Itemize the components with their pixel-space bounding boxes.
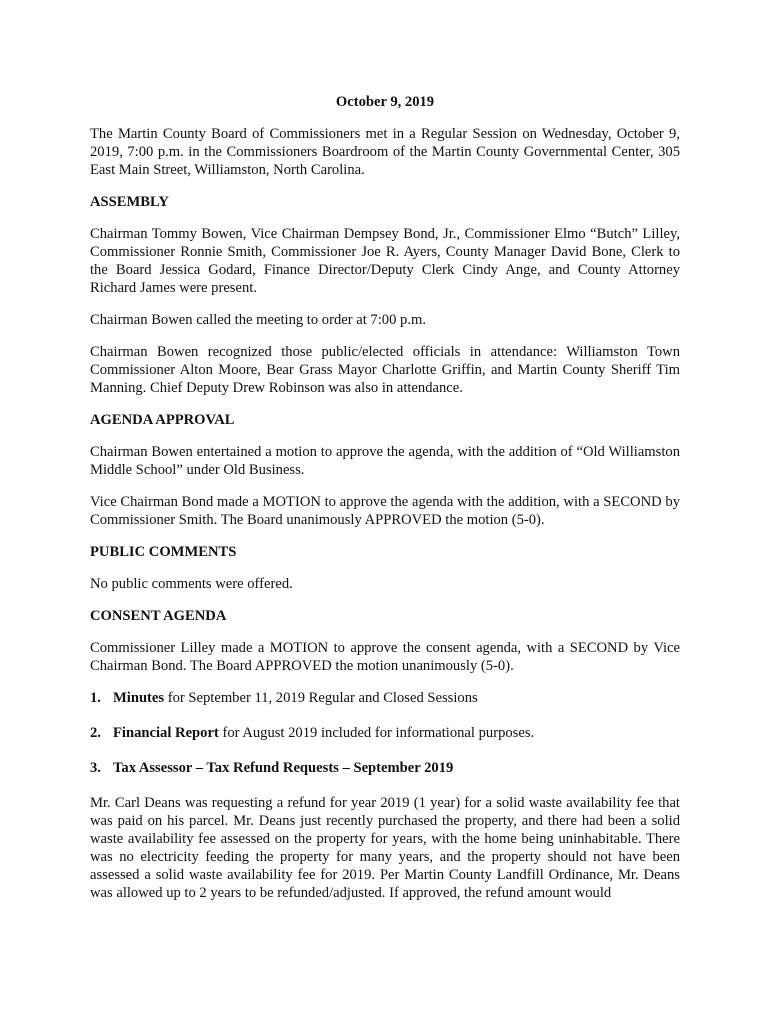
- item-text: for August 2019 included for informational purposes.: [218, 725, 535, 741]
- recognition-paragraph: Chairman Bowen recognized those public/elected officials in attendance: Williamston Town Commissioner Alton Moore, Bear Grass Mayor Charlotte Griffin, and Martin County Sheriff Tim Manning. Chief Deputy Drew Robinson was also in attendance.: [90, 344, 680, 396]
- agenda-approval-heading: AGENDA APPROVAL: [90, 412, 235, 428]
- consent-item: [90, 689, 680, 707]
- consent-agenda-heading: CONSENT AGENDA: [90, 608, 227, 624]
- item-title: Minutes: [113, 690, 165, 706]
- agenda-paragraph-2: Vice Chairman Bond made a MOTION to approve the agenda with the addition, with a SECOND by Commissioner Smith. The Board unanimously APPROVED the motion (5-0).: [90, 494, 680, 528]
- public-comments-heading: PUBLIC COMMENTS: [90, 544, 237, 560]
- item-title: Financial Report: [113, 725, 219, 741]
- item-number: 1.: [90, 690, 101, 706]
- item-body: [113, 689, 478, 707]
- agenda-paragraph-1: Chairman Bowen entertained a motion to approve the agenda, with the addition of “Old Williamston Middle School” under Old Business.: [90, 444, 680, 478]
- public-comments-paragraph: No public comments were offered.: [90, 576, 293, 592]
- meeting-date: October 9, 2019: [335, 94, 435, 110]
- call-to-order-paragraph: Chairman Bowen called the meeting to order at 7:00 p.m.: [90, 312, 426, 328]
- attendees-paragraph: Chairman Tommy Bowen, Vice Chairman Dempsey Bond, Jr., Commissioner Elmo “Butch” Lilley, Commissioner Ronnie Smith, Commissioner Joe R. Ayers, County Manager David Bone, Clerk to the Board Jessica Godard, Finance Director/Deputy Clerk Cindy Ange, and County Attorney Richard James were present.: [90, 226, 680, 296]
- consent-motion-paragraph: Commissioner Lilley made a MOTION to approve the consent agenda, with a SECOND by Vice Chairman Bond. The Board APPROVED the motion unanimously (5-0).: [90, 640, 680, 674]
- item-number: 3.: [90, 760, 101, 776]
- item-body: [113, 759, 453, 777]
- consent-item: [90, 759, 680, 777]
- minutes-content: [90, 93, 680, 916]
- intro-paragraph: The Martin County Board of Commissioners met in a Regular Session on Wednesday, October 9, 2019, 7:00 p.m. in the Commissioners Boardroom of the Martin County Governmental Center, 305 East Main Street, Williamston, North Carolina.: [90, 126, 680, 178]
- item-number: 2.: [90, 725, 101, 741]
- item-title: Tax Assessor – Tax Refund Requests – September 2019: [113, 760, 454, 776]
- consent-item: [90, 724, 680, 742]
- tax-refund-paragraph: Mr. Carl Deans was requesting a refund for year 2019 (1 year) for a solid waste availability fee that was paid on his parcel. Mr. Deans just recently purchased the property, and there had been a solid waste availability fee assessed on the property for years, with the home being uninhabitable. There was no electricity feeding the property for many years, and the property should not have been assessed a solid waste availability fee for 2019. Per Martin County Landfill Ordinance, Mr. Deans was allowed up to 2 years to be refunded/adjusted. If approved, the refund amount would: [90, 795, 680, 901]
- assembly-heading: ASSEMBLY: [90, 194, 169, 210]
- item-body: [113, 724, 534, 742]
- item-text: for September 11, 2019 Regular and Closed Sessions: [164, 690, 478, 706]
